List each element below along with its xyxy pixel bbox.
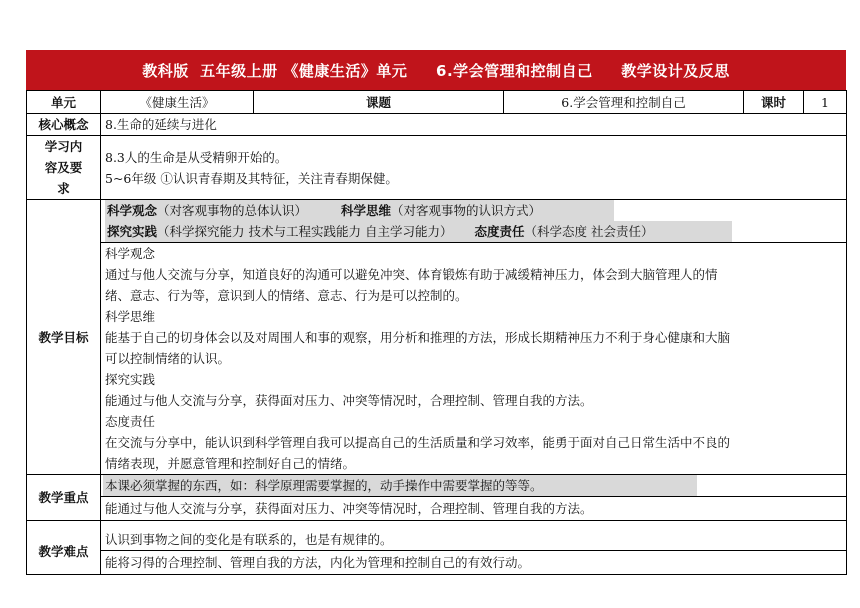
objective-line: 探究实践 <box>105 372 156 387</box>
key-points-hint-row <box>27 475 847 497</box>
objectives-content <box>101 200 847 475</box>
key-points-hint: 本课必须掌握的东西，如：科学原理需要掌握的，动手操作中需要掌握的等等。 <box>103 475 697 496</box>
document-title: 教科版 五年级上册 《健康生活》单元 6.学会管理和控制自己 教学设计及反思 <box>26 50 846 90</box>
key-points-value: 能通过与他人交流与分享，获得面对压力、冲突等情况时，合理控制、管理自我的方法。 <box>101 497 847 521</box>
literacy-practice-desc: （科学探究能力 技术与工程实践能力 自主学习能力） <box>157 224 453 239</box>
requirements-label: 学习内容及要求 <box>27 136 101 200</box>
difficulties-label: 教学难点 <box>27 529 101 575</box>
literacy-attitude-title: 态度责任 <box>474 224 525 239</box>
objective-line: 科学思维 <box>105 309 156 324</box>
key-points-row <box>27 497 847 521</box>
literacy-row-1 <box>105 200 842 221</box>
objective-line: 可以控制情绪的认识。 <box>105 351 231 366</box>
objective-line: 能通过与他人交流与分享，获得面对压力、冲突等情况时，合理控制、管理自我的方法。 <box>105 393 593 408</box>
key-points-hint-cell <box>101 475 847 497</box>
requirement-line: 8.3人的生命是从受精卵开始的。 <box>105 149 288 165</box>
literacy-thinking-title: 科学思维 <box>341 203 392 218</box>
objective-line: 能基于自己的切身体会以及对周围人和事的观察，用分析和推理的方法，形成长期精神压力不利于身心健康和大脑 <box>105 330 731 345</box>
lesson-label: 课题 <box>254 91 504 114</box>
literacy-practice-title: 探究实践 <box>107 224 158 239</box>
objective-line: 态度责任 <box>105 414 156 429</box>
objective-line: 绪、意志、行为等，意识到人的情绪、意志、行为是可以控制的。 <box>105 288 468 303</box>
spacer-cell <box>101 521 847 529</box>
objective-line: 通过与他人交流与分享，知道良好的沟通可以避免冲突、体育锻炼有助于减缓精神压力，体会到大脑管理人的情 <box>105 267 718 282</box>
unit-label: 单元 <box>27 91 101 114</box>
literacy-attitude-desc: （科学态度 社会责任） <box>524 224 654 239</box>
literacy-row-2 <box>105 221 842 242</box>
difficulties-line-2: 能将习得的合理控制、管理自我的方法，内化为管理和控制自己的有效行动。 <box>101 551 847 575</box>
requirements-content <box>101 136 847 200</box>
core-concept-label: 核心概念 <box>27 114 101 136</box>
difficulties-row-2 <box>27 551 847 575</box>
core-concept-row <box>27 114 847 136</box>
requirements-row <box>27 136 847 200</box>
literacy-concept-desc: （对客观事物的总体认识） <box>157 203 308 218</box>
literacy-highlight <box>105 221 732 242</box>
objectives-row <box>27 200 847 475</box>
objective-line: 在交流与分享中，能认识到科学管理自我可以提高自己的生活质量和学习效率，能勇于面对自己日常生活中不良的 <box>105 435 731 450</box>
header-row <box>27 91 847 114</box>
difficulties-line-1: 认识到事物之间的变化是有联系的，也是有规律的。 <box>101 529 847 551</box>
lesson-plan-page <box>26 50 846 575</box>
objectives-label: 教学目标 <box>27 200 101 475</box>
literacy-concept-title: 科学观念 <box>107 203 158 218</box>
lesson-value: 6.学会管理和控制自己 <box>504 91 744 114</box>
difficulties-row-1 <box>27 529 847 551</box>
literacy-thinking-desc: （对客观事物的认识方式） <box>391 203 542 218</box>
objective-line: 科学观念 <box>101 242 846 264</box>
spacer-cell <box>27 521 101 529</box>
lesson-plan-table <box>26 90 847 575</box>
key-points-label: 教学重点 <box>27 475 101 521</box>
spacer-row <box>27 521 847 529</box>
objective-line: 情绪表现，并愿意管理和控制好自己的情绪。 <box>105 456 356 471</box>
requirement-line: 5~6年级 ①认识青春期及其特征，关注青春期保健。 <box>105 170 398 186</box>
hours-label: 课时 <box>744 91 804 114</box>
unit-value: 《健康生活》 <box>101 91 254 114</box>
hours-value: 1 <box>804 91 847 114</box>
core-concept-value: 8.生命的延续与进化 <box>101 114 847 136</box>
literacy-highlight <box>105 200 614 221</box>
